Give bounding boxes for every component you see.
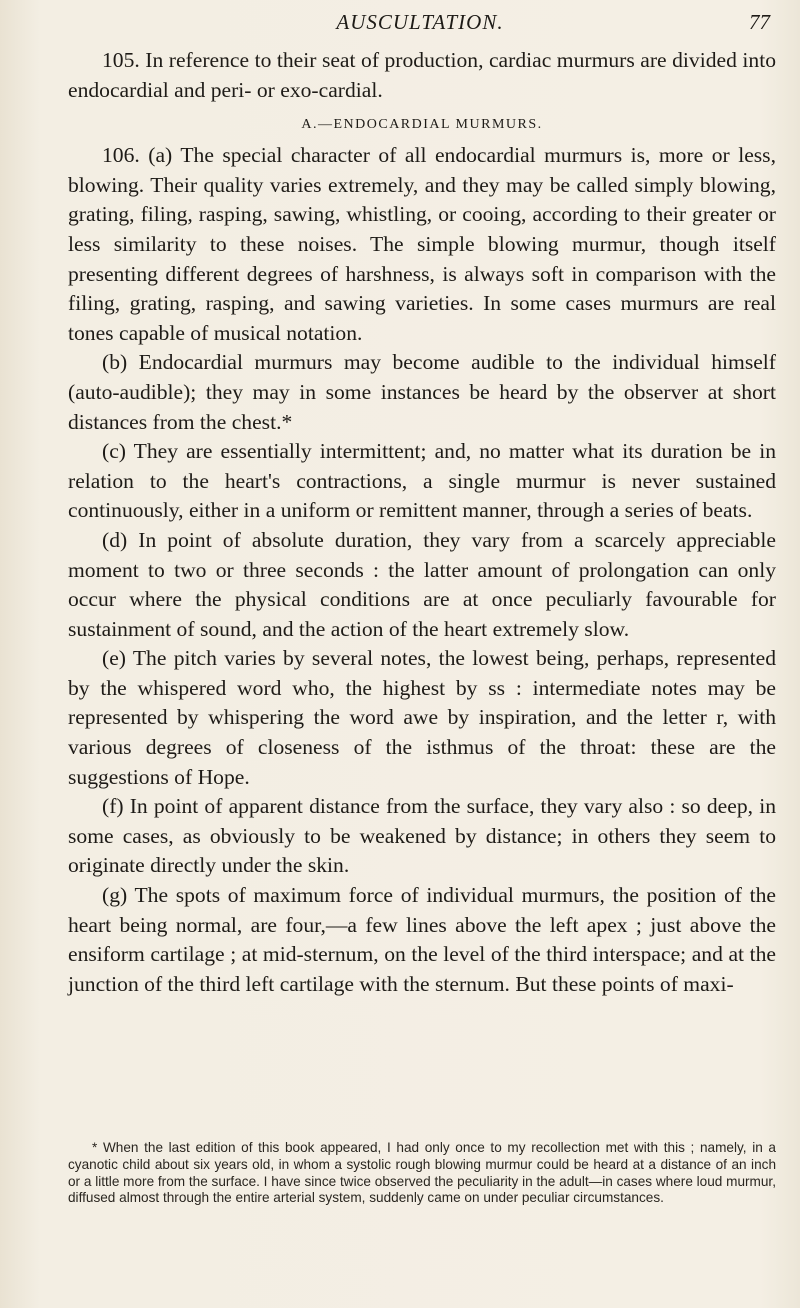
page-number: 77 <box>749 10 770 34</box>
footnote <box>68 1140 776 1207</box>
paragraph-106c: (c) They are essentially intermittent; and, no matter what its duration be in relation to the heart's contractions, a single murmur is never sustained continuously, either in a uniform or remittent manner, through a series of beats. <box>68 439 776 523</box>
page-header <box>60 10 780 40</box>
footnote-text: * When the last edition of this book appeared, I had only once to my recollection met with this ; namely, in a cyanotic child about six years old, in whom a systolic rough blowing murmur could be heard at a distance of an inch or a little more from the surface. I have since twice observed the peculiarity in the adult—in cases where loud murmur, diffused almost through the entire arterial system, suddenly came on under peculiar circumstances. <box>68 1140 776 1206</box>
paragraph-106b: (b) Endocardial murmurs may become audible to the individual himself (auto-audible); they may in some instances be heard by the observer at short distances from the chest.* <box>68 350 776 434</box>
running-head: AUSCULTATION. <box>336 10 504 34</box>
section-heading: A.—ENDOCARDIAL MURMURS. <box>301 117 543 133</box>
paragraph-106f: (f) In point of apparent distance from the surface, they vary also : so deep, in some cases, as obviously to be weakened by distance; in others they seem to originate directly under the skin. <box>68 794 776 878</box>
body-text <box>68 46 776 999</box>
paragraph-106a: 106. (a) The special character of all endocardial murmurs is, more or less, blowing. Their quality varies extremely, and they may be called simply blowing, grating, filing, rasping, sawing, whistling, or cooing, according to their greater or less similarity to these noises. The simple blowing murmur, though itself presenting different degrees of harshness, is always soft in comparison with the filing, grating, rasping, and sawing varieties. In some cases murmurs are real tones capable of musical notation. <box>68 143 776 345</box>
paragraph-106d: (d) In point of absolute duration, they vary from a scarcely appreciable moment to two or three seconds : the latter amount of prolongation can only occur where the physical conditions are at once peculiarly favourable for sustainment of sound, and the action of the heart extremely slow. <box>68 527 776 641</box>
paragraph-106g: (g) The spots of maximum force of individual murmurs, the position of the heart being normal, are four,—a few lines above the left apex ; just above the ensiform cartilage ; at mid-sternum, on the level of the third interspace; and at the junction of the third left cartilage with the sternum. But these points of maxi- <box>68 883 776 996</box>
paragraph-105: 105. In reference to their seat of production, cardiac murmurs are divided into endocardial and peri- or exo-cardial. <box>68 48 776 102</box>
paragraph-106e: (e) The pitch varies by several notes, the lowest being, perhaps, represented by the whispered word who, the highest by ss : intermediate notes may be represented by whispering the word awe by inspiration, and the letter r, with various degrees of closeness of the isthmus of the throat: these are the suggestions of Hope. <box>68 646 776 789</box>
